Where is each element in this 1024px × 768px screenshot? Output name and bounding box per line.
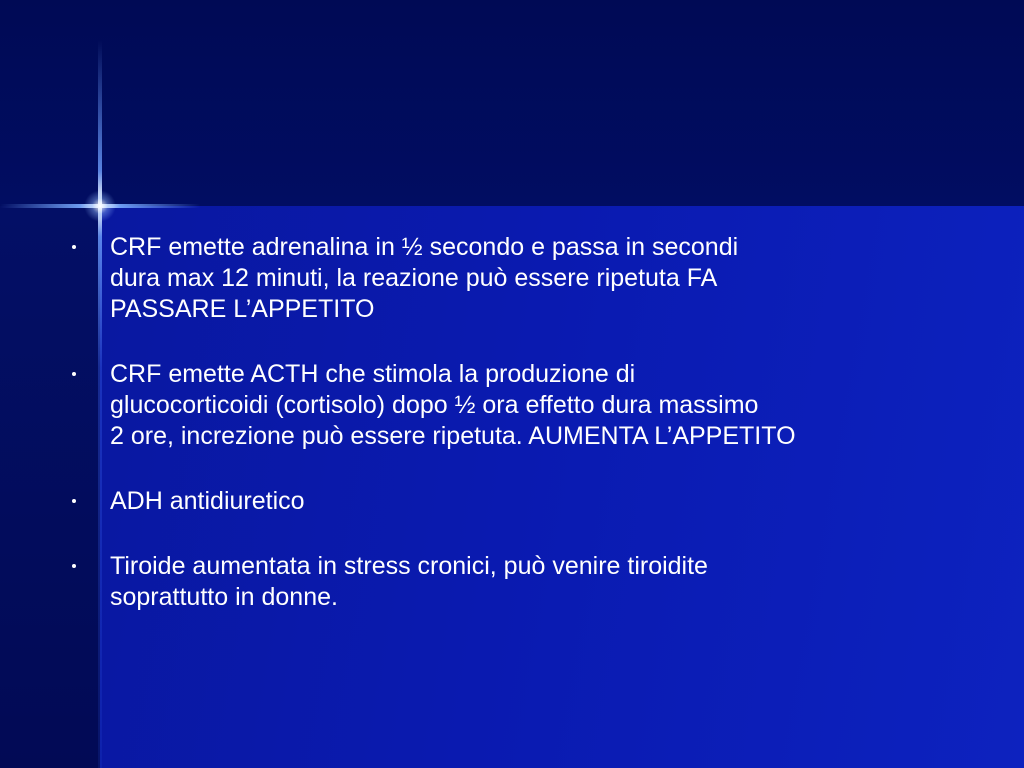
bullet-item-tiroide [70,551,990,613]
bullet-line: PASSARE L’APPETITO [110,295,375,323]
bullet-dot-icon [72,245,76,249]
bullet-line: glucocorticoidi (cortisolo) dopo ½ ora effetto dura massimo [110,391,759,419]
bullet-line: CRF emette ACTH che stimola la produzione di [110,360,636,388]
bullet-line: ADH antidiuretico [110,487,305,515]
bullet-list [70,232,990,647]
bullet-line: dura max 12 minuti, la reazione può essere ripetuta FA [110,264,718,292]
bullet-item-adrenalina [70,232,990,325]
bullet-line: 2 ore, increzione può essere ripetuta. AUMENTA L’APPETITO [110,422,796,450]
bullet-item-adh [70,486,990,517]
bullet-dot-icon [72,499,76,503]
bullet-line: Tiroide aumentata in stress cronici, può venire tiroidite [110,552,708,580]
bullet-dot-icon [72,564,76,568]
top-background-band [0,0,1024,206]
bullet-dot-icon [72,372,76,376]
bullet-line: CRF emette adrenalina in ½ secondo e passa in secondi [110,233,739,261]
bullet-item-acth [70,359,990,452]
sparkle-star-icon [84,190,116,222]
bullet-line: soprattutto in donne. [110,583,338,611]
